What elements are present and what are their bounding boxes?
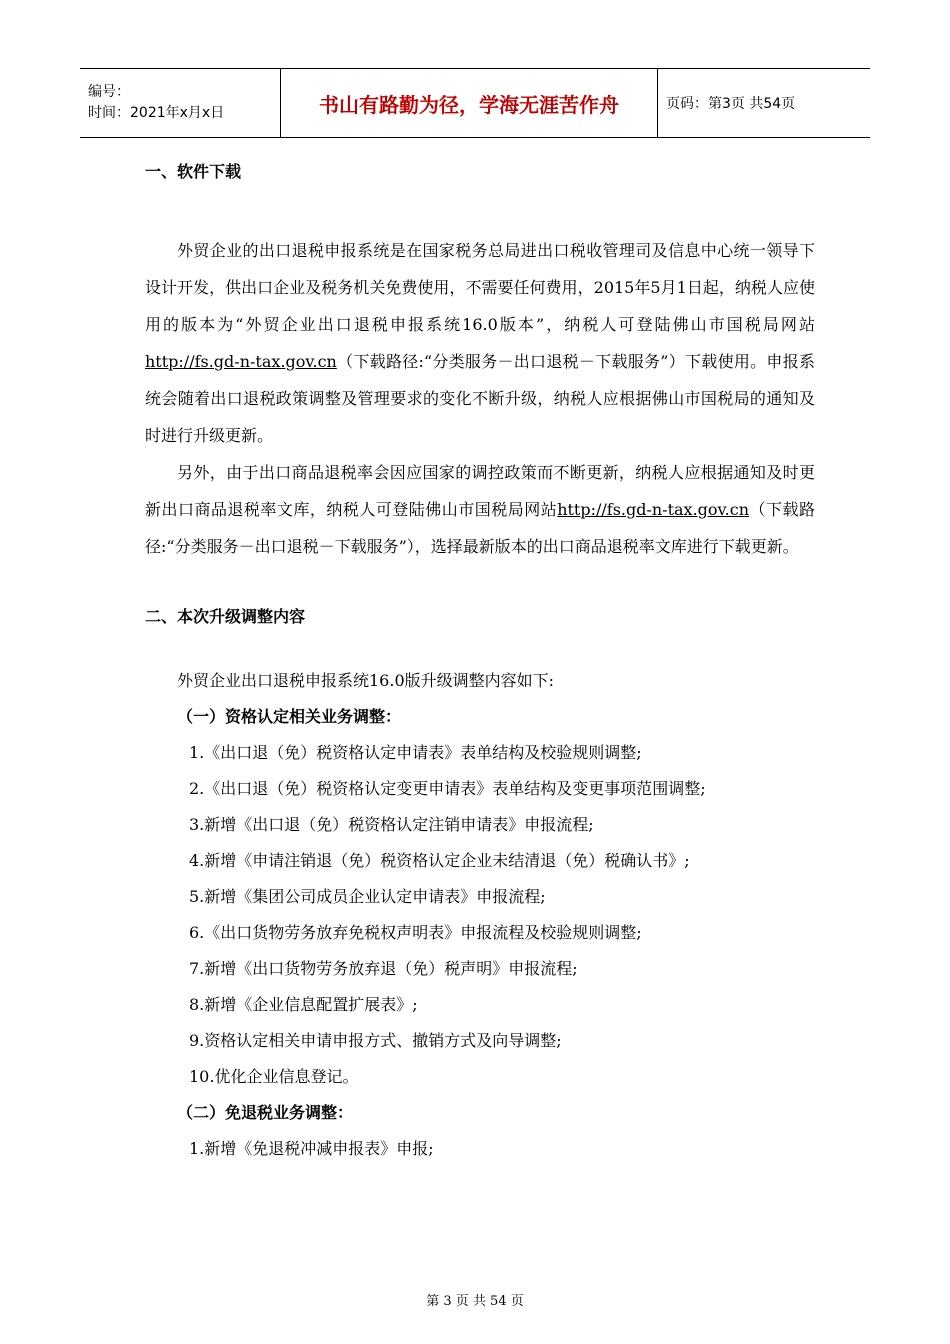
list-item: 3.新增《出口退（免）税资格认定注销申请表》申报流程; [189,815,594,834]
section1-paragraph1 [145,232,815,454]
section1-paragraph2 [145,454,815,565]
list-item: 8.新增《企业信息配置扩展表》; [189,995,418,1014]
page-footer: 第 3 页 共 54 页 [426,1294,524,1309]
number-label: 编号： [88,84,130,100]
download-link-2[interactable]: http://fs.gd-n-tax.gov.cn [557,500,750,519]
list-item: 6.《出口货物劳务放弃免税权声明表》申报流程及校验规则调整; [189,923,642,942]
motto-text: 书山有路勤为径，学海无涯苦作舟 [319,92,619,117]
p2-tail: （下载路径:“分类服务－出口退税－下载服务”），选择最新版本的出口商品退税率文库进行下载更新。 [145,500,815,556]
subsection1-title: （一）资格认定相关业务调整： [177,707,402,726]
p1-text: 外贸企业的出口退税申报系统是在国家税务总局进出口税收管理司及信息中心统一领导下设计开发，供出口企业及税务机关免费使用，不需要任何费用，2015年5月1日起，纳税人应使用的版本为“外贸企业出口退税申报系统16.0版本”，纳税人可登陆佛山市国税局网站 [145,241,815,334]
section1-title: 一、软件下载 [145,162,242,181]
p1-tail: （下载路径:“分类服务－出口退税－下载服务”）下载使用。申报系统会随着出口退税政策调整及管理要求的变化不断升级，纳税人应根据佛山市国税局的通知及时进行升级更新。 [145,352,815,445]
download-link-1[interactable]: http://fs.gd-n-tax.gov.cn [145,352,337,371]
header-motto [280,69,658,137]
subsection2-title: （二）免退税业务调整： [177,1103,354,1122]
document-body [145,158,815,1167]
section2-title: 二、本次升级调整内容 [145,607,306,626]
header-meta [80,69,280,137]
time-label: 时间：2021年x月x日 [88,105,225,121]
page-header [80,68,870,138]
list-item: 9.资格认定相关申请申报方式、撤销方式及向导调整; [189,1031,562,1050]
section2-intro: 外贸企业出口退税申报系统16.0版升级调整内容如下: [177,671,555,690]
list-item: 2.《出口退（免）税资格认定变更申请表》表单结构及变更事项范围调整; [189,779,706,798]
subsection1-list [145,735,815,1095]
header-page-info [658,69,870,137]
p2-text: 另外，由于出口商品退税率会因应国家的调控政策而不断更新，纳税人应根据通知及时更新出口商品退税率文库，纳税人可登陆佛山市国税局网站 [145,463,815,519]
subsection2-list [145,1131,815,1167]
list-item: 1.新增《免退税冲减申报表》申报; [189,1139,434,1158]
list-item: 5.新增《集团公司成员企业认定申请表》申报流程; [189,887,546,906]
list-item: 7.新增《出口货物劳务放弃退（免）税声明》申报流程; [189,959,578,978]
list-item: 1.《出口退（免）税资格认定申请表》表单结构及校验规则调整; [189,743,642,762]
list-item: 4.新增《申请注销退（免）税资格认定企业未结清退（免）税确认书》; [189,851,690,870]
page-info-text: 页码：第3页 共54页 [666,96,796,112]
list-item: 10.优化企业信息登记。 [189,1067,359,1086]
